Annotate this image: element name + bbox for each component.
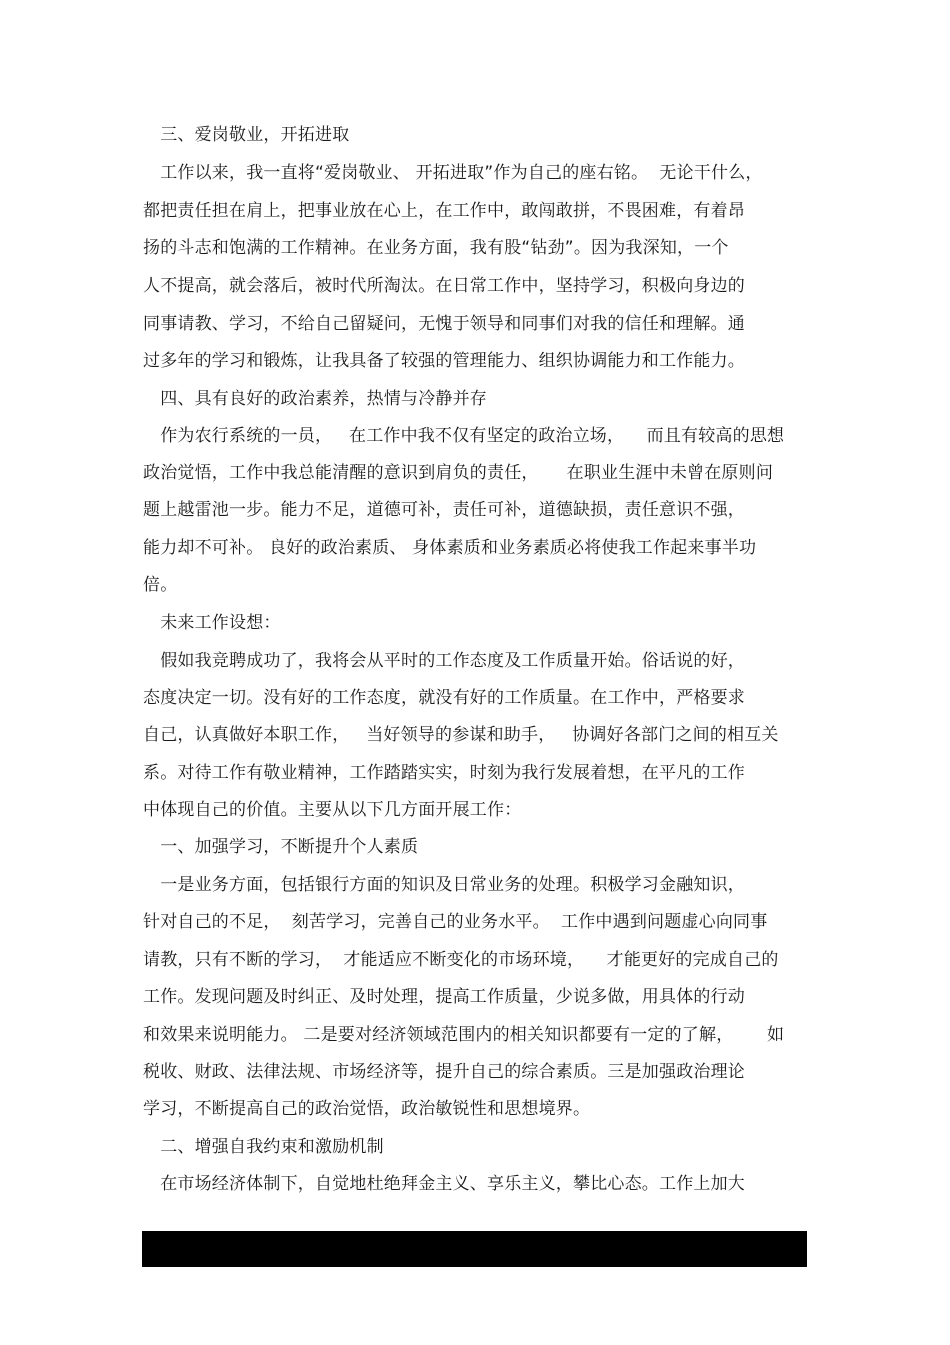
footer-redaction-bar (142, 1231, 807, 1267)
paragraph-line: 税收、财政、法律法规、市场经济等，提升自己的综合素质。三是加强政治理论 (143, 1062, 745, 1082)
paragraph-line: 作为农行系统的一员， 在工作中我不仅有坚定的政治立场， 而且有较高的思想 (143, 426, 785, 446)
paragraph-line: 工作。发现问题及时纠正、及时处理，提高工作质量，少说多做，用具体的行动 (143, 987, 745, 1007)
paragraph-line: 题上越雷池一步。能力不足，道德可补，责任可补，道德缺损，责任意识不强， (143, 500, 745, 520)
paragraph-line: 学习，不断提高自己的政治觉悟，政治敏锐性和思想境界。 (143, 1099, 591, 1119)
paragraph-line: 过多年的学习和锻炼，让我具备了较强的管理能力、组织协调能力和工作能力。 (143, 351, 745, 371)
paragraph-line: 假如我竞聘成功了，我将会从平时的工作态度及工作质量开始。俗话说的好， (143, 651, 745, 671)
paragraph-line: 请教，只有不断的学习， 才能适应不断变化的市场环境， 才能更好的完成自己的 (143, 950, 779, 970)
paragraph-line: 中体现自己的价值。主要从以下几方面开展工作： (143, 800, 522, 820)
paragraph-line: 人不提高，就会落后，被时代所淘汰。在日常工作中，坚持学习，积极向身边的 (143, 276, 745, 296)
paragraph-line: 自己，认真做好本职工作， 当好领导的参谋和助手， 协调好各部门之间的相互关 (143, 725, 779, 745)
paragraph-line: 针对自己的不足， 刻苦学习，完善自己的业务水平。 工作中遇到问题虚心向同事 (143, 912, 768, 932)
section-heading: 四、具有良好的政治素养，热情与冷静并存 (143, 389, 487, 409)
paragraph-line: 能力却不可补。 良好的政治素质、 身体素质和业务素质必将使我工作起来事半功 (143, 538, 757, 558)
paragraph-line: 政治觉悟，工作中我总能清醒的意识到肩负的责任， 在职业生涯中未曾在原则问 (143, 463, 774, 483)
section-heading: 未来工作设想： (143, 613, 281, 633)
paragraph-line: 扬的斗志和饱满的工作精神。在业务方面，我有股“钻劲”。因为我深知，一个 (143, 238, 729, 258)
paragraph-line: 态度决定一切。没有好的工作态度，就没有好的工作质量。在工作中，严格要求 (143, 688, 745, 708)
paragraph-line: 同事请教、学习，不给自己留疑问，无愧于领导和同事们对我的信任和理解。通 (143, 314, 745, 334)
paragraph-line: 都把责任担在肩上，把事业放在心上，在工作中，敢闯敢拼，不畏困难，有着昂 (143, 201, 745, 221)
paragraph-line: 一是业务方面，包括银行方面的知识及日常业务的处理。积极学习金融知识， (143, 875, 745, 895)
paragraph-line: 倍。 (143, 575, 178, 595)
paragraph-line: 和效果来说明能力。 二是要对经济领域范围内的相关知识都要有一定的了解， 如 (143, 1025, 785, 1045)
section-heading: 二、增强自我约束和激励机制 (143, 1137, 384, 1157)
paragraph-line: 系。对待工作有敬业精神，工作踏踏实实，时刻为我行发展着想，在平凡的工作 (143, 763, 745, 783)
section-heading: 三、爱岗敬业，开拓进取 (143, 125, 350, 145)
paragraph-line: 工作以来，我一直将“爱岗敬业、 开拓进取”作为自己的座右铭。 无论干什么， (143, 163, 763, 183)
paragraph-line: 在市场经济体制下，自觉地杜绝拜金主义、享乐主义，攀比心态。工作上加大 (143, 1174, 745, 1194)
section-heading: 一、加强学习，不断提升个人素质 (143, 837, 419, 857)
